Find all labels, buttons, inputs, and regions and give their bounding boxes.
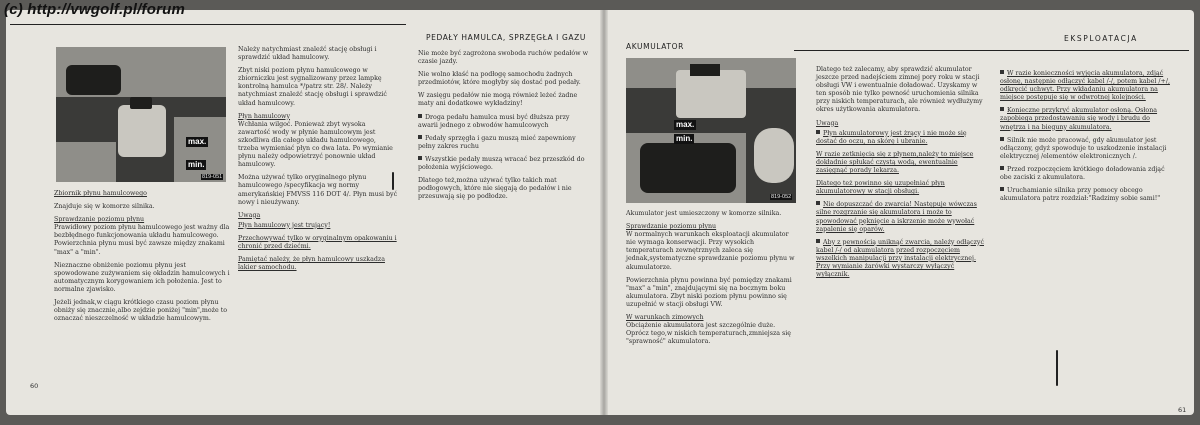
- bullet-item: [418, 135, 590, 151]
- bullet-item: [816, 130, 986, 146]
- paragraph: Jeżeli jednak,w ciągu krótkiego czasu poziom płynu obniży się znacznie,albo zejdzie poniżej "min",może to oznaczać nieszczelność w układzie hamulcowym.: [54, 299, 228, 323]
- bullet-square-icon: [418, 156, 422, 160]
- bullet-text: Konieczne przykryć akumulator osłoną. Osłona zapobiega przedostawaniu się wody i brudu do wnętrza i na bieguny akumulatora.: [1000, 107, 1158, 131]
- bullet-text: Pedały sprzęgła i gazu muszą mieć zapewniony pełny zakres ruchu: [418, 134, 576, 150]
- bullet-text: Aby z pewnością uniknąć zwarcia, należy odłączyć kabel /-/ od akumulatora przed rozpoczęciem wszelkich manipulacji przy instalacji elektrycznej. Przy wymianie żarówki wystarczy wyłączyć wyłącznik.: [816, 238, 984, 279]
- warning-text: W razie zetknięcia się z płynem,należy to miejsce dokładnie spłukać czystą wodą, ewentualnie zasięgnąć porady lekarza.: [816, 150, 974, 175]
- book-spine: [600, 10, 608, 415]
- bullet-square-icon: [1000, 137, 1004, 141]
- paragraph: Dlatego też,można używać tylko takich mat podłogowych, które nie sięgają do pedałów i nie przesuwają się po podłodze.: [418, 177, 572, 201]
- header-rule-left: [10, 24, 406, 25]
- bullet-square-icon: [1000, 187, 1004, 191]
- min-mark-label: min.: [188, 160, 205, 169]
- paragraph: Obciążenie akumulatora jest szczególnie duże. Oprócz tego,w niskich temperaturach,zmniejsza się "sprawność" akumulatora.: [626, 322, 792, 346]
- bullet-square-icon: [816, 130, 820, 134]
- right-column-3: [1000, 70, 1172, 208]
- bullet-square-icon: [418, 114, 422, 118]
- paragraph: Znajduje się w komorze silnika.: [54, 203, 155, 211]
- figure-code: 819-052: [771, 194, 792, 200]
- paragraph: Wchłania wilgoć. Ponieważ zbyt wysoka zawartość wody w płynie hamulcowym jest szkodliwa dla całego układu hamulcowego, trzeba wymieniać płyn co dwa lata. Po wymianie płynu należy odpowietrzyć ponownie układ hamulcowy.: [238, 120, 393, 169]
- left-page: [6, 10, 604, 415]
- bullet-square-icon: [1000, 107, 1004, 111]
- bullet-item: [816, 201, 986, 233]
- paragraph: Zbyt niski poziom płynu hamulcowego w zbiorniczku jest sygnalizowany przez lampkę kontrolną hamulca */patrz str. 28/. Należy natychmiast znaleźć stację obsługi i sprawdzić układ hamulcowy.: [238, 67, 387, 107]
- page-number: 61: [1178, 406, 1187, 414]
- warning-text: Płyn hamulcowy jest trujący!: [238, 221, 331, 229]
- forum-watermark: (c) http://vwgolf.pl/forum: [4, 1, 186, 18]
- pen-mark: [392, 172, 394, 190]
- pen-mark: [1056, 350, 1058, 386]
- bullet-item: [418, 156, 590, 172]
- paragraph: Akumulator jest umieszczony w komorze silnika.: [626, 210, 782, 217]
- bullet-item: [1000, 166, 1172, 182]
- warning-text: Pamiętać należy, że płyn hamulcowy uszkadza lakier samochodu.: [238, 256, 385, 272]
- right-page-header-right: EKSPLOATACJA: [1064, 34, 1138, 43]
- paragraph: W zasięgu pedałów nie mogą również leżeć żadne maty ani dodatkowe wykładziny!: [418, 92, 578, 108]
- bullet-item: [1000, 187, 1172, 203]
- bullet-square-icon: [418, 135, 422, 139]
- bullet-item: [1000, 70, 1172, 102]
- paragraph: Nie wolno kłaść na podłogę samochodu żadnych przedmiotów, które mogłyby się dostać pod pedały.: [418, 71, 581, 87]
- bullet-text: Silnik nie może pracować, gdy akumulator jest odłączony, gdyż spowoduje to uszkodzenie instalacji elektrycznej /elementów elektronicznych /.: [1000, 136, 1167, 160]
- bullet-text: Wszystkie pedały muszą wracać bez przeszkód do położenia wyjściowego.: [418, 155, 585, 172]
- right-column-2: [816, 66, 986, 284]
- figure-code: 819-051: [202, 174, 223, 180]
- section-heading: Uwaga: [816, 119, 839, 127]
- bullet-item: [816, 239, 986, 279]
- paragraph: Nie może być zagrożona swoboda ruchów pedałów w czasie jazdy.: [418, 50, 589, 66]
- paragraph: Powierzchnia płynu powinna być pomiędzy znakami "max" a "min", znajdującymi się na bocznym boku akumulatora. Zbyt niski poziom płynu powinno się uzupełnić w stacji obsługi VW.: [626, 276, 792, 308]
- right-page: [604, 10, 1194, 415]
- warning-text: Przechowywać tylko w oryginalnym opakowaniu i chronić przed dziećmi.: [238, 234, 397, 250]
- header-rule-right: [794, 50, 1189, 51]
- section-heading: Płyn hamulcowy: [238, 112, 291, 120]
- paragraph: Dlatego też zalecamy, aby sprawdzić akumulator jeszcze przed nadejściem zimnej pory roku w stacji obsługi VW i ewentualnie doładować. Uzyskamy w ten sposób nie tylko pewność uruchomienia silnika przy niskich temperaturach, ale również wydłużymy okres użytkowania akumulatora.: [816, 66, 983, 114]
- right-column-1: [626, 210, 798, 351]
- bullet-text: Nie dopuszczać do zwarcia! Następuje wówczas silne rozgrzanie się akumulatora i może to spowodować pęknięcie a iskrzenie może wywołać zapalenie się oparów.: [816, 201, 977, 233]
- page-number: 60: [30, 382, 39, 390]
- paragraph: W normalnych warunkach eksploatacji akumulator nie wymaga konserwacji. Przy wysokich temperaturach zewnętrznych zaleca się jednak,systematyczne sprawdzanie poziomu płynu w akumulatorze.: [626, 231, 795, 271]
- section-heading: Sprawdzanie poziomu płynu: [626, 223, 717, 231]
- paragraph: Prawidłowy poziom płynu hamulcowego jest ważny dla bezbłędnego funkcjonowania układu hamulcowego. Powierzchnia płynu musi być zawsze między znakami "max" a "min".: [54, 224, 230, 256]
- section-heading: Sprawdzanie poziomu płynu: [54, 216, 145, 224]
- left-column-3: [418, 50, 590, 206]
- bullet-square-icon: [1000, 70, 1004, 74]
- right-page-header-left: AKUMULATOR: [626, 42, 684, 51]
- bullet-text: Droga pedału hamulca musi być dłuższa przy awarii jednego z obwodów hamulcowych: [418, 113, 570, 129]
- bullet-square-icon: [1000, 166, 1004, 170]
- brake-fluid-reservoir-photo: [56, 47, 226, 182]
- section-heading: Zbiornik płynu hamulcowego: [54, 190, 147, 197]
- bullet-square-icon: [816, 239, 820, 243]
- max-mark-label: max.: [676, 120, 695, 129]
- bullet-text: W razie konieczności wyjęcia akumulatora, zdjąć osłonę, następnie odłączyć kabel /-/, potem kabel /+/, odkręcić uchwyt. Przy wkładaniu akumulatora na miejsce postępuje się w odwrotnej kolejności.: [1000, 70, 1170, 102]
- paragraph: Należy natychmiast znaleźć stację obsługi i sprawdzić układ hamulcowy.: [238, 46, 377, 62]
- section-heading: Uwaga: [238, 211, 261, 219]
- left-column-1: [54, 190, 230, 328]
- section-heading: W warunkach zimowych: [626, 314, 704, 322]
- bullet-item: [1000, 137, 1172, 161]
- bullet-text: Przed rozpoczęciem krótkiego doładowania zdjąć obe zaciski z akumulatora.: [1000, 165, 1165, 182]
- paragraph: Nieznaczne obniżenie poziomu płynu jest spowodowane zużywaniem się okładzin hamulcowych i automatycznym korygowaniem ich położenia. Jest to normalne zjawisko.: [54, 261, 230, 293]
- bullet-text: Uruchamianie silnika przy pomocy obcego akumulatora patrz rozdział:"Radzimy sobie sami!": [1000, 187, 1161, 203]
- max-mark-label: max.: [188, 137, 207, 146]
- bullet-item: [1000, 107, 1172, 131]
- warning-text: Dlatego też powinno się uzupełniać płyn akumulatorowy w stacji obsługi.: [816, 180, 945, 196]
- bullet-square-icon: [816, 201, 820, 205]
- left-column-2: [238, 46, 398, 277]
- battery-photo: [626, 58, 796, 203]
- bullet-text: Płyn akumulatorowy jest żrący i nie może się dostać do oczu, na skórę i ubranie.: [816, 129, 967, 145]
- paragraph: Można używać tylko oryginalnego płynu hamulcowego /specyfikacja wg normy amerykańskiej FMVSS 116 DOT 4/. Płyn musi być nowy i nieużywany.: [238, 174, 398, 206]
- min-mark-label: min.: [676, 134, 693, 143]
- bullet-item: [418, 114, 590, 130]
- left-page-header: PEDAŁY HAMULCA, SPRZĘGŁA I GAZU: [426, 33, 586, 42]
